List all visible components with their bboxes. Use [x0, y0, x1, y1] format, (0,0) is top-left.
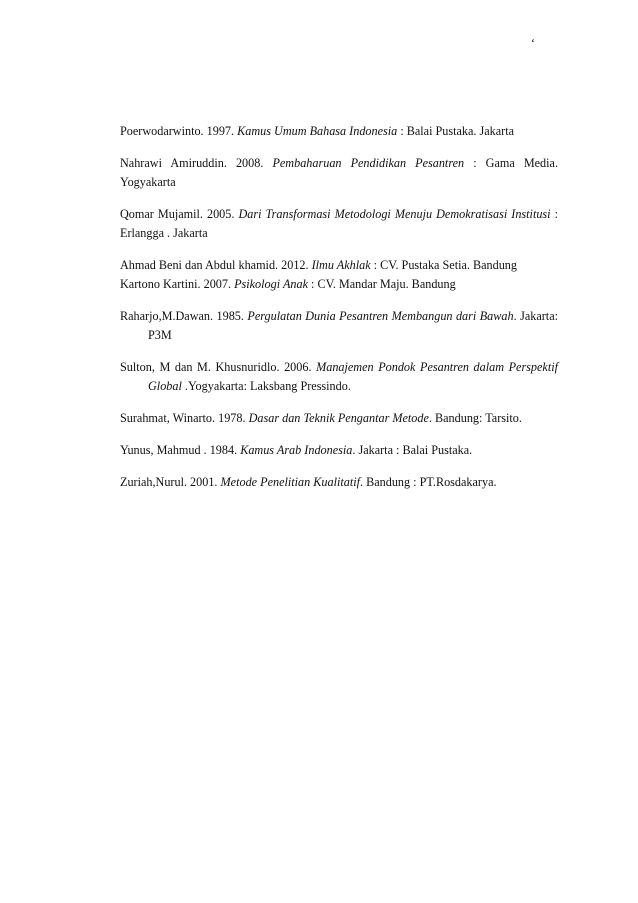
page-mark: ‘ — [531, 36, 535, 50]
reference-title: Psikologi Anak — [234, 277, 308, 291]
reference-entry — [120, 473, 558, 492]
reference-title: Kamus Umum Bahasa Indonesia — [237, 124, 398, 138]
reference-entry — [120, 275, 558, 294]
reference-publisher: : Gama Media. Yogyakarta — [120, 156, 558, 189]
reference-entry — [120, 441, 558, 460]
reference-title: Dasar dan Teknik Pengantar Metode — [248, 411, 429, 425]
reference-author-year: Poerwodarwinto. 1997. — [120, 124, 238, 138]
reference-author-year: Ahmad Beni dan Abdul khamid. 2012. — [120, 258, 312, 272]
reference-author-year: Kartono Kartini. 2007. — [120, 277, 235, 291]
reference-title: Manajemen Pondok Pesantren dalam Perspektif Global — [148, 360, 558, 393]
reference-entry — [120, 122, 558, 141]
reference-author-year: Sulton, M dan M. Khusnuridlo. 2006. — [120, 360, 317, 374]
reference-publisher: : CV. Mandar Maju. Bandung — [307, 277, 456, 291]
reference-entry — [120, 256, 558, 275]
reference-author-year: Raharjo,M.Dawan. 1985. — [120, 309, 248, 323]
reference-author-year: Surahmat, Winarto. 1978. — [120, 411, 249, 425]
reference-title: Pergulatan Dunia Pesantren Membangun dari Bawah — [247, 309, 514, 323]
reference-author-year: Yunus, Mahmud . 1984. — [120, 443, 241, 457]
reference-title: Ilmu Akhlak — [311, 258, 371, 272]
bibliography-list — [120, 122, 558, 505]
reference-title: Dari Transformasi Metodologi Menuju Demokratisasi Institusi — [238, 207, 551, 221]
reference-entry — [120, 358, 558, 396]
reference-entry — [120, 307, 558, 345]
reference-publisher: . Jakarta : Balai Pustaka. — [352, 443, 473, 457]
reference-publisher: : CV. Pustaka Setia. Bandung — [370, 258, 517, 272]
reference-author-year: Zuriah,Nurul. 2001. — [120, 475, 221, 489]
reference-publisher: : Erlangga . Jakarta — [120, 207, 558, 240]
reference-publisher: . Bandung : PT.Rosdakarya. — [360, 475, 497, 489]
reference-publisher: . Bandung: Tarsito. — [428, 411, 522, 425]
reference-author-year: Qomar Mujamil. 2005. — [120, 207, 239, 221]
reference-publisher: .Yogyakarta: Laksbang Pressindo. — [181, 379, 351, 393]
reference-title: Kamus Arab Indonesia — [240, 443, 353, 457]
reference-author-year: Nahrawi Amiruddin. 2008. — [120, 156, 273, 170]
reference-title: Pembaharuan Pendidikan Pesantren — [272, 156, 465, 170]
reference-publisher: . Jakarta: P3M — [148, 309, 558, 342]
reference-entry — [120, 409, 558, 428]
reference-publisher: : Balai Pustaka. Jakarta — [397, 124, 515, 138]
reference-entry — [120, 154, 558, 192]
reference-title: Metode Penelitian Kualitatif — [220, 475, 360, 489]
reference-entry — [120, 205, 558, 243]
